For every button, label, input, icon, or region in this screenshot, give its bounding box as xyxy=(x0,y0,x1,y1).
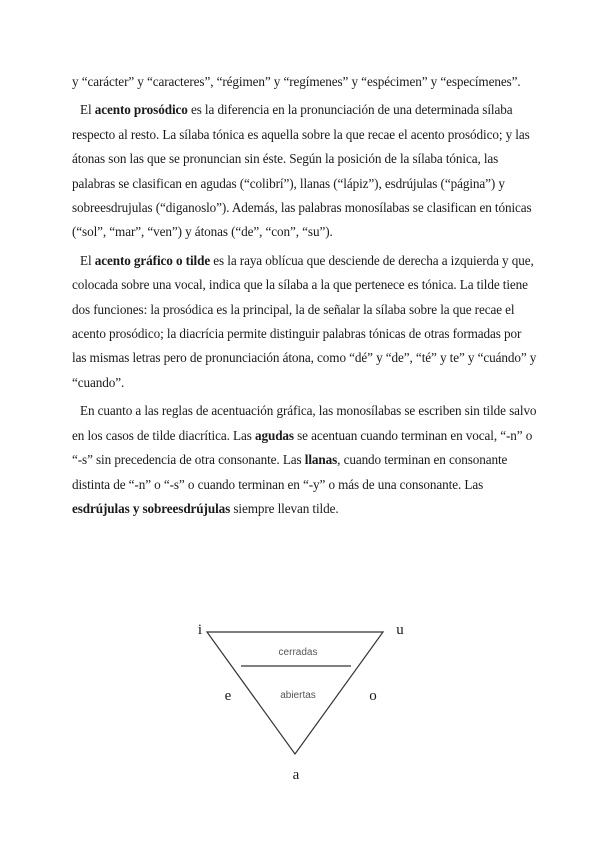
text-run: siempre llevan tilde. xyxy=(230,500,339,516)
text-run: En cuanto a las reglas de acentuación gráfica, las monosílabas se escriben sin tilde salvo en los casos de tilde diacrítica. Las xyxy=(72,403,537,443)
vowel-a-label: a xyxy=(292,767,300,783)
text-run: El xyxy=(80,102,95,118)
bold-term: esdrújulas y sobreesdrújulas xyxy=(72,500,231,516)
bold-term: acento gráfico o tilde xyxy=(94,252,211,268)
closed-vowels-label: cerradas xyxy=(278,647,318,658)
text-run: y “carácter” y “caracteres”, “régimen” y “regímenes” y “espécimen” y “especímenes”. xyxy=(72,74,521,89)
open-vowels-label: abiertas xyxy=(280,690,316,701)
text-run: , cuando terminan en consonante distinta de “-n” o “-s” o cuando terminan en “-y” o más de una consonante. Las xyxy=(72,452,508,492)
vowel-e-label: e xyxy=(224,688,232,704)
bold-term: llanas xyxy=(304,452,338,468)
text-run: es la diferencia en la pronunciación de una determinada sílaba respecto al resto. La sílaba tónica es aquella sobre la que recae el acento prosódico; y las átonas son las que se pronuncian sin éste. Según la posición de la sílaba tónica, las palabras se clasifican en agudas (“colibrí”), llanas (“lápiz”), esdrújulas (“página”) y sobreesdrujulas (“diganoslo”). Además, las palabras monosílabas se clasifican en tónicas (“sol”, “mar”, “ven”) y átonas (“de”, “con”, “su”). xyxy=(72,102,532,240)
vowel-u-label: u xyxy=(396,622,404,638)
text-run: es la raya oblícua que desciende de derecha a izquierda y que, colocada sobre una vocal, indica que la sílaba a la que pertenece es tónica. La tilde tiene dos funciones: la prosódica es la principal, la de señalar la sílaba sobre la que recae el acento prosódico; la diacrícia permite distinguir palabras tónicas de otras formadas por las mismas letras pero de pronunciación átona, como “dé” y “de”, “té” y te” y “cuándo” y “cuando”. xyxy=(72,252,537,390)
vowel-i-label: i xyxy=(197,622,203,638)
text-run: El xyxy=(80,252,95,268)
text-run: se acentuan cuando terminan en vocal, “-n” o “-s” sin precedencia de otra consonante. Las xyxy=(72,427,533,468)
vowel-o-label: o xyxy=(369,688,377,704)
bold-term: agudas xyxy=(254,427,294,443)
bold-term: acento prosódico xyxy=(94,102,188,118)
